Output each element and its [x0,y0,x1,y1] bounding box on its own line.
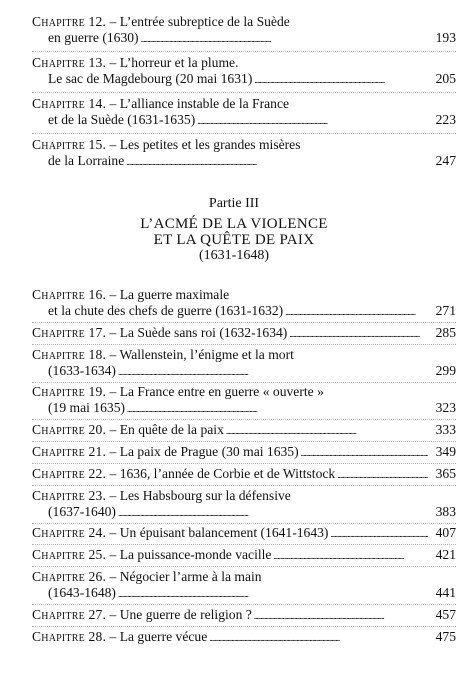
toc-entry[interactable] [32,607,456,623]
dot-leader [126,153,428,170]
chapter-number: Chapitre 23. [32,487,107,503]
entry-separator [32,544,456,545]
page-number: 407 [435,525,456,541]
toc-entry-first-line [32,347,456,363]
part-label: Partie III [208,196,260,211]
entry-separator [32,133,456,134]
entry-separator [32,604,456,605]
chapter-number: Chapitre 18. [32,346,107,362]
chapter-title: – L’horreur et la plume. [109,55,239,70]
toc-entry-first-line [32,14,456,30]
toc-entry-first-line [32,607,456,623]
toc-entry-first-line [32,466,456,482]
toc-entry-first-line [32,547,456,563]
page-number: 441 [435,585,456,600]
page-number: 333 [435,422,456,438]
chapter-title: Le sac de Magdebourg (20 mai 1631) [48,71,253,86]
page-number: 299 [435,362,456,378]
toc-entry-first-line [32,488,456,504]
chapter-title: – Un épuisant balancement (1641-1643) [109,525,329,541]
entry-separator [32,523,456,524]
toc-entry[interactable] [32,14,456,46]
toc-entry-first-line [32,569,456,585]
part-heading [0,196,468,264]
entry-separator [32,92,456,93]
toc-entry-continuation-line [32,30,456,46]
dot-leader [118,363,428,380]
chapter-number: Chapitre 28. [32,628,107,644]
toc-entry[interactable] [32,384,456,416]
chapter-title: – La guerre maximale [109,287,230,302]
toc-entry-first-line [32,325,456,341]
chapter-title: – En quête de la paix [109,422,224,438]
chapter-title: (1633-1634) [48,362,116,378]
dot-leader [289,325,428,342]
chapter-title: – La paix de Prague (30 mai 1635) [109,444,299,459]
chapter-number: Chapitre 16. [32,287,107,302]
page-number: 247 [435,153,456,168]
entry-separator [32,419,456,420]
page-number: 271 [435,303,456,318]
dot-leader [330,525,428,542]
chapter-number: Chapitre 22. [32,465,107,481]
page-number: 475 [435,628,456,644]
chapter-title: en guerre (1630) [48,30,139,45]
chapter-title: – Négocier l’arme à la main [109,569,262,584]
entry-separator [32,322,456,323]
toc-entry-continuation-line [32,153,456,169]
page-number: 285 [435,324,456,340]
toc-entry[interactable] [32,325,456,341]
part-title-line-1: L’ACMÉ DE LA VIOLENCE [140,216,328,232]
page-number: 383 [435,503,456,519]
dot-leader [273,547,428,564]
chapter-title: – La France entre en guerre « ouverte » [109,384,324,400]
toc-entry[interactable] [32,466,456,482]
toc-entry-continuation-line [32,585,456,601]
chapter-title: et la chute des chefs de guerre (1631-1632) [48,303,284,318]
page-number: 421 [435,547,456,563]
chapter-title: – L’alliance instable de la France [109,96,290,111]
toc-entry-continuation-line [32,363,456,379]
toc-entry[interactable] [32,287,456,319]
dot-leader [337,466,428,483]
chapter-title: – 1636, l’année de Corbie et de Wittstock [109,465,336,481]
chapter-title: de la Lorraine [48,153,125,168]
toc-entry[interactable] [32,422,456,438]
chapter-number: Chapitre 19. [32,384,107,400]
chapter-title: (1637-1640) [48,503,116,519]
entry-separator [32,626,456,627]
entry-separator [32,566,456,567]
toc-entry-first-line [32,96,456,112]
entry-separator [32,344,456,345]
chapter-number: Chapitre 20. [32,422,107,438]
chapter-title: – La Suède sans roi (1632-1634) [109,324,288,340]
chapter-number: Chapitre 24. [32,525,107,541]
chapter-number: Chapitre 27. [32,606,107,622]
page-number: 323 [435,400,456,416]
chapter-title: – La puissance-monde vacille [109,547,272,563]
page-number: 365 [435,465,456,481]
dot-leader [301,444,428,461]
toc-entry[interactable] [32,488,456,520]
chapter-number: Chapitre 17. [32,324,107,340]
chapter-number: Chapitre 15. [32,137,107,152]
chapter-number: Chapitre 14. [32,96,107,111]
page-number: 205 [435,71,456,86]
part-dates: (1631-1648) [199,248,269,263]
page-number: 457 [435,606,456,622]
chapter-title: – Les petites et les grandes misères [109,137,301,152]
dot-leader [254,71,428,88]
toc-entry-first-line [32,287,456,303]
entry-separator [32,485,456,486]
page-number: 193 [435,30,456,45]
dot-leader [209,629,428,646]
toc-entry[interactable] [32,547,456,563]
chapter-number: Chapitre 26. [32,569,107,584]
toc-entry-continuation-line [32,71,456,87]
dot-leader [118,504,428,521]
toc-entry-first-line [32,525,456,541]
entry-separator [32,463,456,464]
toc-entry-first-line [32,444,456,460]
toc-entry-first-line [32,137,456,153]
chapter-title: et de la Suède (1631-1635) [48,112,196,127]
chapter-title: – L’entrée subreptice de la Suède [109,14,290,29]
toc-entry-continuation-line [32,303,456,319]
dot-leader [141,30,428,47]
chapter-number: Chapitre 13. [32,55,107,70]
dot-leader [127,400,428,417]
toc-entry[interactable] [32,137,456,169]
toc-entry-first-line [32,384,456,400]
dot-leader [118,585,428,602]
dot-leader [226,422,428,439]
toc-entry-continuation-line [32,112,456,128]
toc-entry[interactable] [32,569,456,601]
toc-entry[interactable] [32,96,456,128]
entry-separator [32,51,456,52]
entry-separator [32,441,456,442]
chapter-title: – Wallenstein, l’énigme et la mort [109,346,294,362]
toc-entry[interactable] [32,444,456,460]
dot-leader [285,303,428,320]
toc-entry-continuation-line [32,400,456,416]
entry-separator [32,382,456,383]
dot-leader [254,607,428,624]
chapter-title: – Les Habsbourg sur la défensive [109,487,291,503]
toc-entry-first-line [32,55,456,71]
chapter-title: – La guerre vécue [109,628,208,644]
chapter-number: Chapitre 12. [32,14,107,29]
part-title-line-2: ET LA QUÊTE DE PAIX [153,232,315,248]
dot-leader [197,112,428,129]
chapter-number: Chapitre 25. [32,547,107,563]
chapter-title: (1643-1648) [48,585,116,600]
toc-entry-first-line [32,629,456,645]
toc-entry[interactable] [32,629,456,645]
chapter-number: Chapitre 21. [32,444,107,459]
page-number: 349 [435,444,456,459]
toc-entry[interactable] [32,525,456,541]
chapter-title: (19 mai 1635) [48,400,126,416]
toc-entry[interactable] [32,347,456,379]
chapter-title: – Une guerre de religion ? [109,606,252,622]
page-number: 223 [435,112,456,127]
toc-entry-continuation-line [32,504,456,520]
toc-entry-first-line [32,422,456,438]
toc-entry[interactable] [32,55,456,87]
